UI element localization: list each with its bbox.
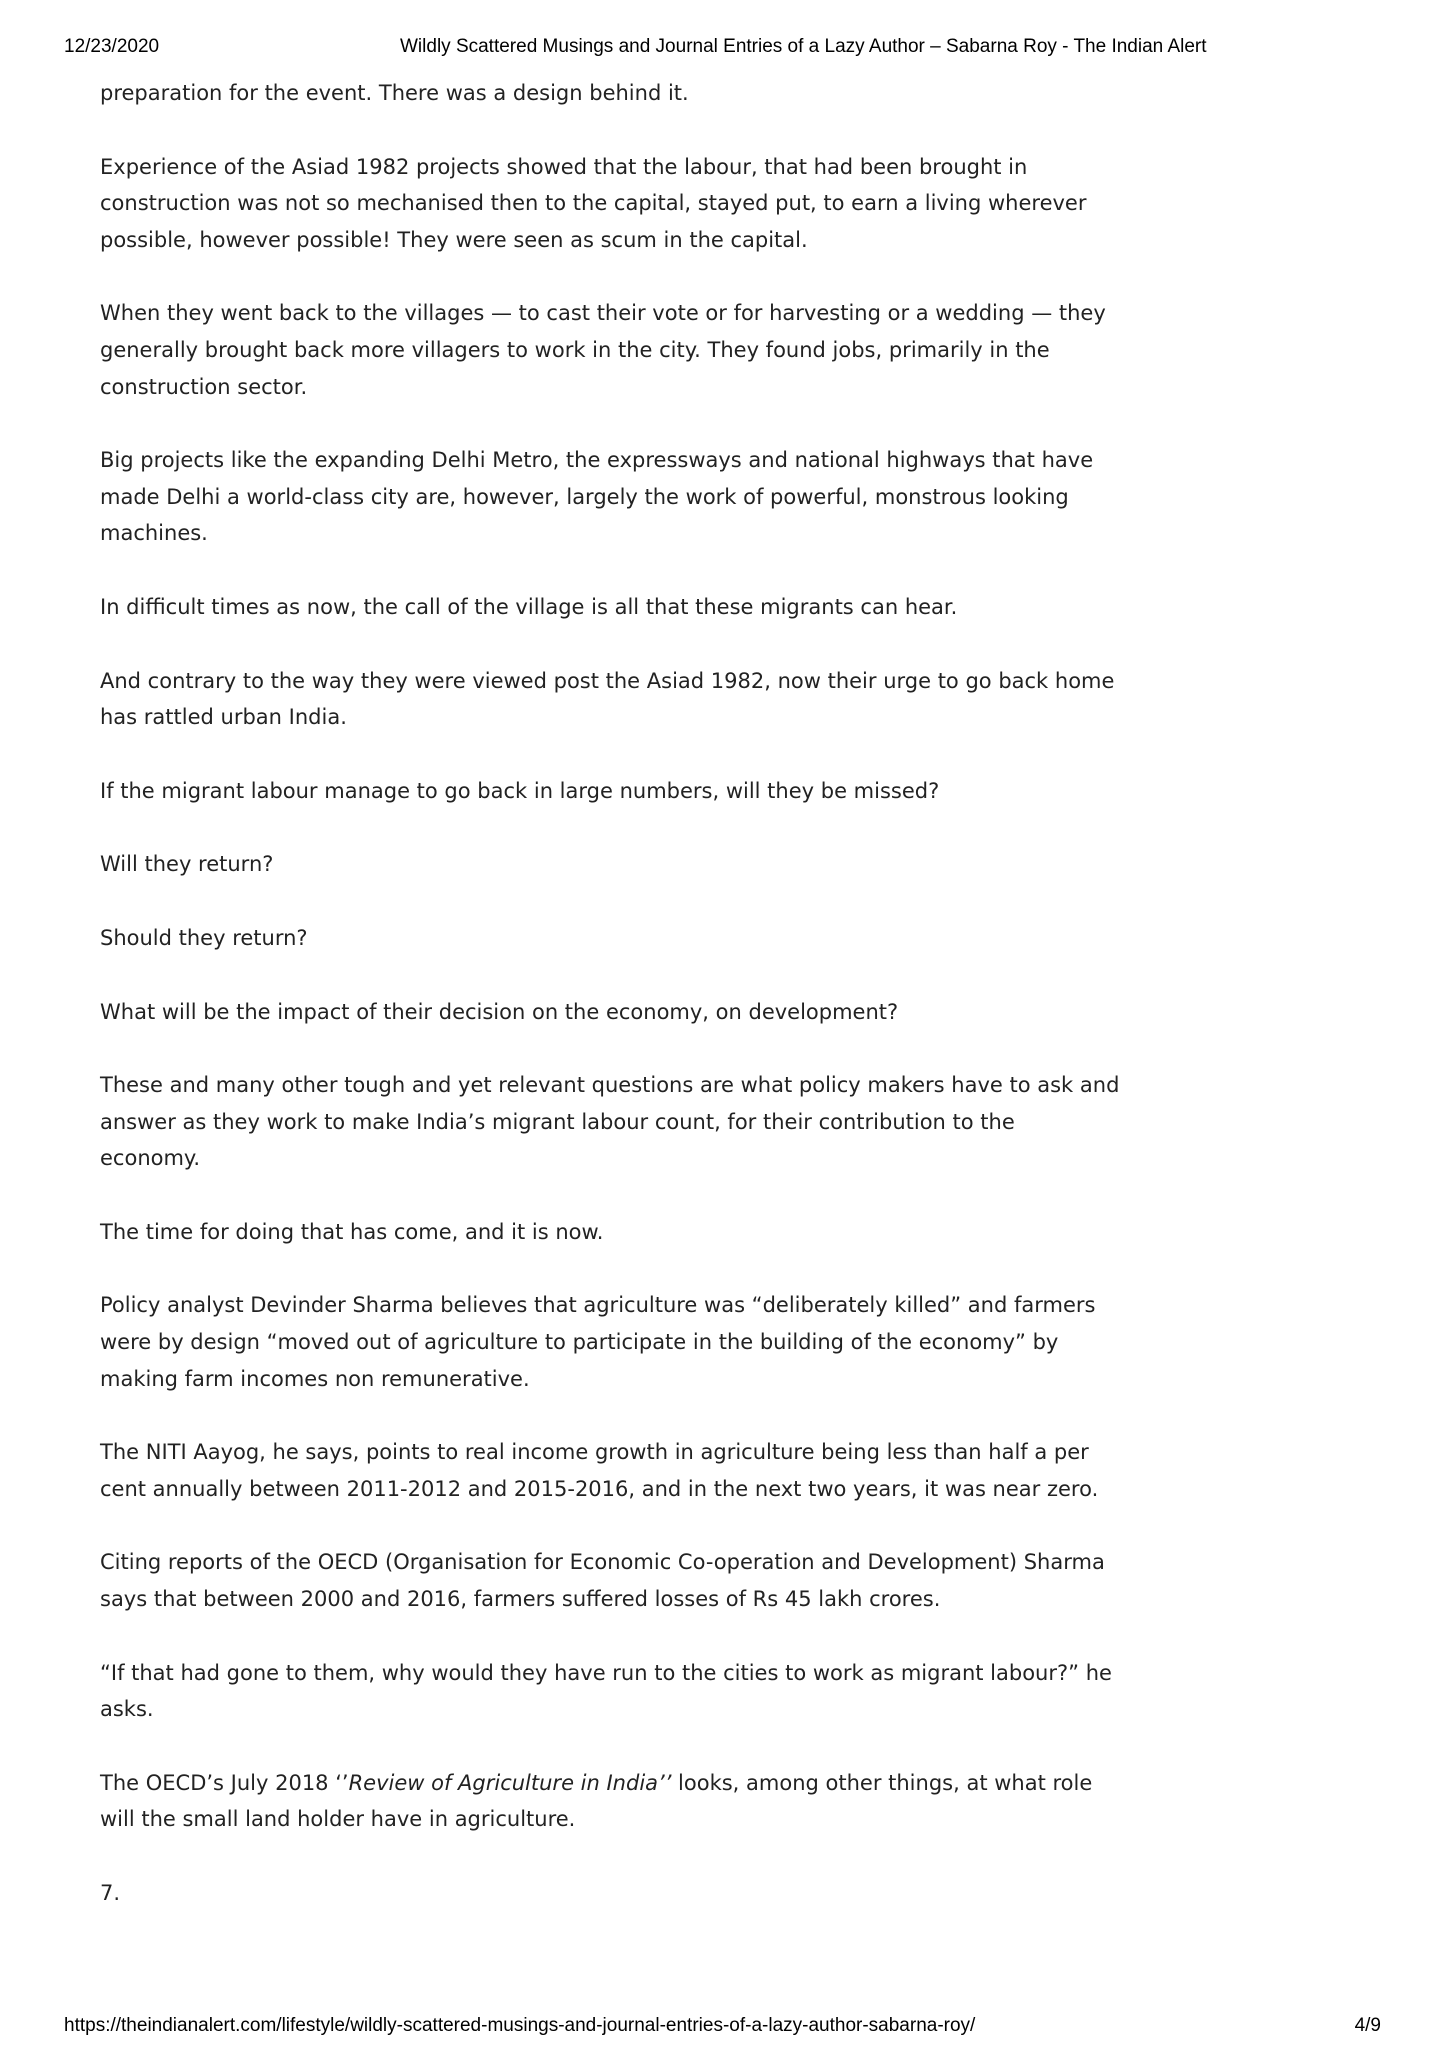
paragraph: preparation for the event. There was a design behind it. — [100, 81, 689, 105]
print-header — [0, 36, 1448, 62]
paragraph-text: looks, among other things, at what role will the small land holder have in agriculture. — [100, 1770, 1093, 1832]
print-footer — [0, 2015, 1448, 2041]
paragraph: The time for doing that has come, and it is now. — [100, 1219, 604, 1244]
paragraph: When they went back to the villages — to cast their vote or for harvesting or a wedding — they generally brought back more villagers to work in the city. They found jobs, primarily in the construction sector. — [100, 301, 1106, 399]
paragraph: Should they return? — [100, 925, 308, 950]
paragraph — [100, 1765, 1120, 1838]
paragraph-text: The OECD’s July 2018 ‘’ — [100, 1770, 349, 1795]
section-number: 7. — [100, 1881, 121, 1905]
paragraph: Citing reports of the OECD (Organisation for Economic Co-operation and Development) Sharma says that between 2000 and 2016, farmers suffered losses of Rs 45 lakh crores. — [100, 1550, 1105, 1612]
paragraph: And contrary to the way they were viewed post the Asiad 1982, now their urge to go back home has rattled urban India. — [100, 668, 1115, 730]
paragraph: “If that had gone to them, why would they have run to the cities to work as migrant labour?” he asks. — [100, 1660, 1112, 1722]
paragraph: What will be the impact of their decision on the economy, on development? — [100, 999, 899, 1024]
paragraph: Experience of the Asiad 1982 projects showed that the labour, that had been brought in construction was not so mechanised then to the capital, stayed put, to earn a living wherever possible, however possible! They were seen as scum in the capital. — [100, 154, 1087, 252]
paragraph: These and many other tough and yet relevant questions are what policy makers have to ask and answer as they work to make India’s migrant labour count, for their contribution to the economy. — [100, 1073, 1120, 1171]
paragraph: The NITI Aayog, he says, points to real income growth in agriculture being less than half a per cent annually between 2011-2012 and 2015-2016, and in the next two years, it was near zero. — [100, 1440, 1099, 1501]
paragraph: Will they return? — [100, 852, 274, 877]
paragraph: In difficult times as now, the call of the village is all that these migrants can hear. — [100, 594, 958, 619]
article-body — [100, 75, 1120, 1949]
paragraph: Policy analyst Devinder Sharma believes that agriculture was “deliberately killed” and farmers were by design “moved out of agriculture to participate in the building of the economy” by making farm incomes non remunerative. — [100, 1293, 1096, 1391]
print-date: 12/23/2020 — [64, 36, 160, 57]
document-title: Wildly Scattered Musings and Journal Entries of a Lazy Author – Sabarna Roy - The Indian Alert — [400, 36, 1207, 57]
page-url: https://theindianalert.com/lifestyle/wildly-scattered-musings-and-journal-entries-of-a-lazy-author-sabarna-roy/ — [64, 2015, 976, 2036]
paragraph: Big projects like the expanding Delhi Metro, the expressways and national highways that have made Delhi a world-class city are, however, largely the work of powerful, monstrous looking machines. — [100, 448, 1094, 546]
paragraph: If the migrant labour manage to go back in large numbers, will they be missed? — [100, 778, 940, 803]
publication-title: Review of Agriculture in India’’ — [348, 1770, 672, 1795]
page-number: 4/9 — [1354, 2015, 1381, 2036]
